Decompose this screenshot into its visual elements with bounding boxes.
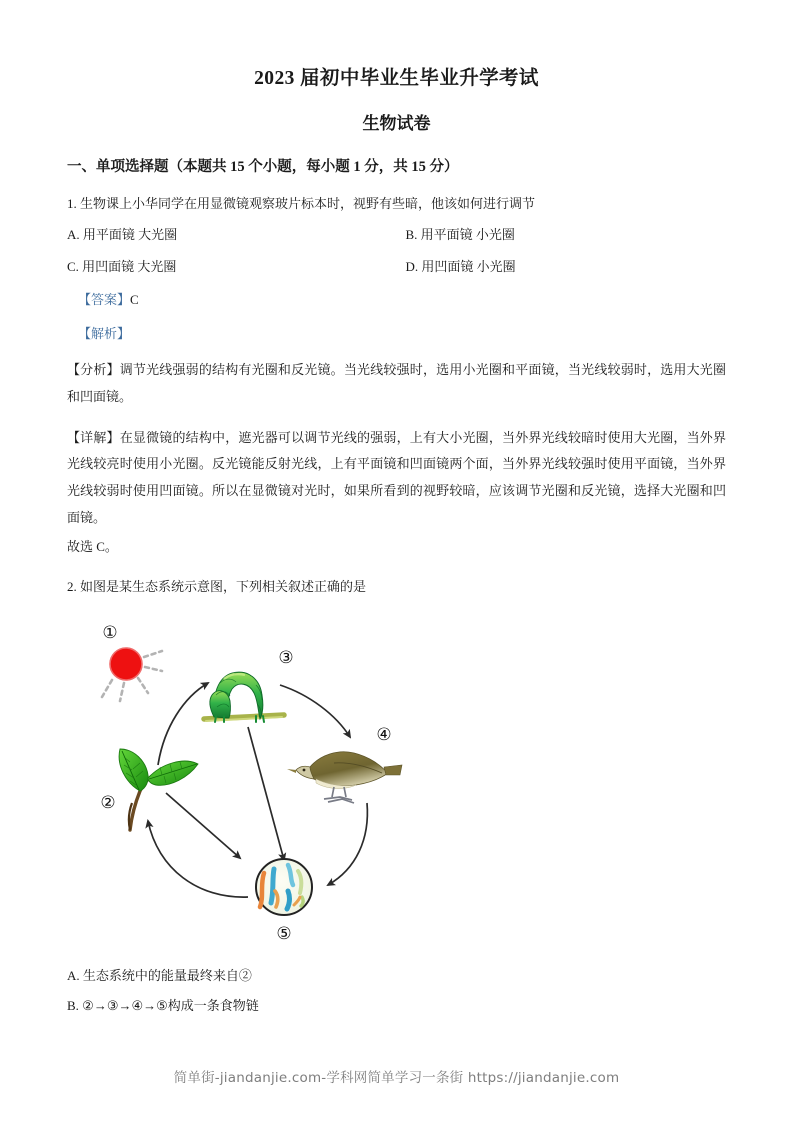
question-2-option-b[interactable]: B. ②→③→④→⑤构成一条食物链 bbox=[67, 998, 259, 1013]
answer-label: 【答案】 bbox=[78, 292, 131, 308]
question-1-option-c[interactable]: C. 用凹面镜 大光圈 bbox=[67, 258, 177, 274]
question-2-figure-wrap bbox=[0, 615, 793, 955]
question-1-options-row-1 bbox=[0, 213, 793, 245]
figure-label-4: ④ bbox=[376, 724, 392, 744]
figure-label-1: ① bbox=[102, 622, 118, 642]
page-title: 2023 届初中毕业生毕业升学考试 bbox=[254, 68, 539, 89]
footer-watermark: 简单街-jiandanjie.com-学科网简单学习一条街 https://jiandanjie.com bbox=[173, 1070, 620, 1086]
figure-label-3: ③ bbox=[278, 647, 294, 667]
sun-icon bbox=[102, 648, 162, 701]
section-heading: 一、单项选择题（本题共 15 个小题，每小题 1 分，共 15 分） bbox=[67, 159, 459, 176]
page-subtitle: 生物试卷 bbox=[362, 114, 431, 134]
question-2-option-a[interactable]: A. 生态系统中的能量最终来自② bbox=[67, 967, 252, 983]
question-1-options-row-2 bbox=[0, 245, 793, 277]
question-1-stem: 1. 生物课上小华同学在用显微镜观察玻片标本时，视野有些暗，他该如何进行调节 bbox=[67, 195, 536, 211]
question-1-option-b[interactable]: B. 用平面镜 小光圈 bbox=[405, 227, 515, 243]
question-1-option-d[interactable]: D. 用凹面镜 小光圈 bbox=[405, 258, 516, 274]
caterpillar-icon bbox=[204, 672, 284, 722]
figure-label-2: ② bbox=[100, 792, 116, 812]
arrow-decomposer-to-plant bbox=[148, 821, 248, 897]
decomposer-icon bbox=[256, 859, 312, 915]
question-1-analysis-label-line bbox=[0, 310, 793, 344]
arrow-caterpillar-to-decomposer bbox=[248, 727, 284, 860]
answer-value: C bbox=[130, 292, 139, 308]
arrow-caterpillar-to-bird bbox=[280, 685, 350, 737]
question-1-analysis-paragraph: 【分析】调节光线强弱的结构有光圈和反光镜。当光线较强时，选用小光圈和平面镜，当光线较弱时，选用大光圈和凹面镜。 bbox=[67, 362, 726, 405]
arrow-plant-to-decomposer bbox=[166, 793, 240, 858]
ecosystem-diagram bbox=[88, 615, 418, 950]
question-1-option-a[interactable]: A. 用平面镜 大光圈 bbox=[67, 227, 178, 243]
analysis-label: 【解析】 bbox=[78, 325, 131, 341]
question-1-detail-paragraph: 【详解】在显微镜的结构中，遮光器可以调节光线的强弱，上有大小光圈，当外界光线较暗时使用大光圈，当外界光线较亮时使用小光圈。反光镜能反射光线，上有平面镜和凹面镜两个面，当外界光线较强时使用平面镜，当外界光线较弱时使用凹面镜。所以在显微镜对光时，如果所看到的视野较暗，应该调节光圈和反光镜，选择大光圈和凹面镜。 bbox=[67, 429, 726, 525]
question-1-answer bbox=[0, 276, 793, 310]
arrow-bird-to-decomposer bbox=[328, 803, 367, 885]
figure-label-5: ⑤ bbox=[276, 923, 292, 943]
arrow-plant-to-caterpillar bbox=[158, 683, 208, 765]
question-2-stem: 2. 如图是某生态系统示意图，下列相关叙述正确的是 bbox=[67, 579, 367, 594]
bird-icon bbox=[287, 751, 402, 802]
question-1-conclusion: 故选 C。 bbox=[67, 539, 118, 555]
